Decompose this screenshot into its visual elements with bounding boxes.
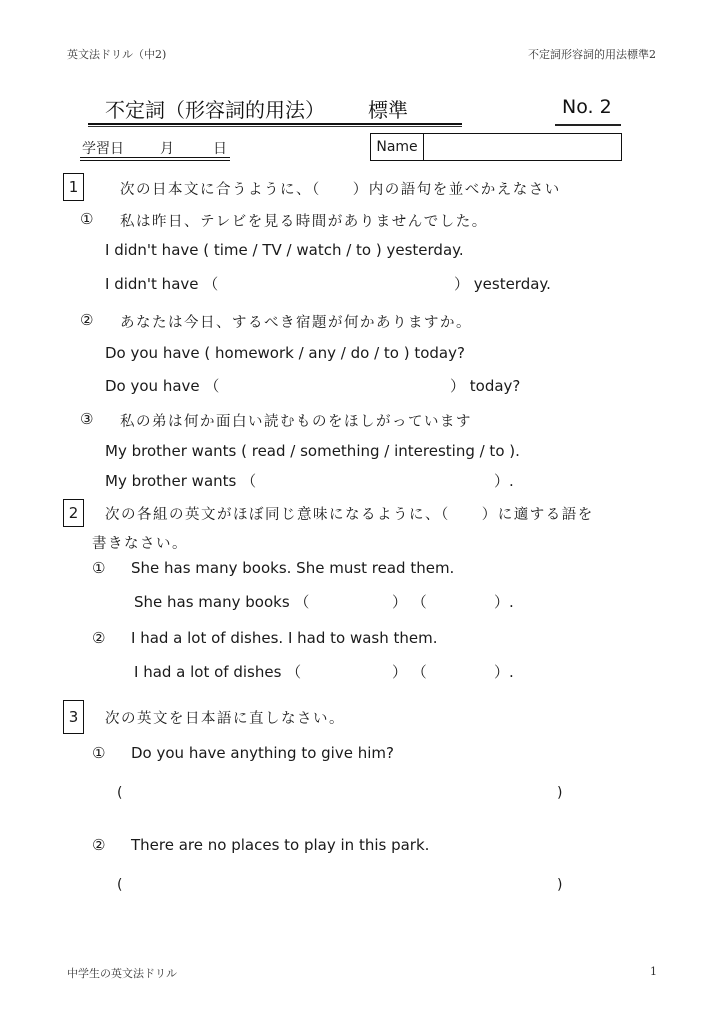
s1-q1-answer-prefix: I didn't have （ bbox=[105, 275, 219, 293]
section-1-number: 1 bbox=[63, 173, 84, 201]
page-number: 1 bbox=[650, 965, 657, 978]
s3-q1-close-paren: ) bbox=[557, 785, 563, 801]
s3-q1-marker: ① bbox=[92, 744, 106, 762]
s2-q1-answer-prefix: She has many books （ bbox=[134, 593, 310, 611]
title-underline bbox=[88, 123, 462, 127]
name-input[interactable] bbox=[424, 134, 621, 160]
running-header-right: 不定詞形容詞的用法標準2 bbox=[528, 48, 656, 61]
s1-q2-prompt: Do you have ( homework / any / do / to ) today? bbox=[105, 344, 465, 362]
s1-q2-japanese: あなたは今日、するべき宿題が何かありますか。 bbox=[120, 315, 472, 331]
s2-q2-answer-suffix: ）. bbox=[494, 663, 514, 681]
worksheet-title: 不定詞（形容詞的用法） bbox=[105, 98, 325, 122]
s3-q1-open-paren: ( bbox=[117, 785, 123, 801]
s2-q1-answer-suffix: ）. bbox=[494, 593, 514, 611]
worksheet-level: 標準 bbox=[368, 98, 408, 122]
s1-q1-japanese: 私は昨日、テレビを見る時間がありませんでした。 bbox=[120, 214, 488, 230]
s1-q2-answer-suffix: ） today? bbox=[450, 377, 521, 395]
s1-q1-answer-suffix: ） yesterday. bbox=[454, 275, 551, 293]
s1-q1-prompt: I didn't have ( time / TV / watch / to ) yesterday. bbox=[105, 241, 464, 259]
s1-q1-marker: ① bbox=[80, 210, 94, 228]
section-3-instruction: 次の英文を日本語に直しなさい。 bbox=[105, 711, 345, 727]
footer-left: 中学生の英文法ドリル bbox=[67, 967, 177, 980]
section-2-instruction-line2: 書きなさい。 bbox=[92, 536, 188, 552]
name-label: Name bbox=[371, 134, 424, 160]
running-header-left: 英文法ドリル（中2) bbox=[67, 48, 167, 61]
study-date-day: 日 bbox=[213, 141, 227, 157]
s1-q3-answer-prefix: My brother wants （ bbox=[105, 472, 257, 490]
s2-q1-original: She has many books. She must read them. bbox=[131, 559, 455, 577]
s3-q2-english: There are no places to play in this park. bbox=[131, 836, 430, 854]
number-underline bbox=[555, 124, 621, 126]
s3-q2-marker: ② bbox=[92, 836, 106, 854]
s1-q3-marker: ③ bbox=[80, 410, 94, 428]
s3-q1-english: Do you have anything to give him? bbox=[131, 744, 394, 762]
s1-q2-answer-prefix: Do you have （ bbox=[105, 377, 220, 395]
section-1-instruction: 次の日本文に合うように、（ ）内の語句を並べかえなさい bbox=[120, 182, 561, 198]
s1-q3-answer-suffix: ）. bbox=[494, 472, 514, 490]
s2-q1-blank-mid: ） （ bbox=[392, 593, 427, 611]
name-box bbox=[370, 133, 622, 161]
worksheet-number: No. 2 bbox=[562, 96, 612, 118]
s2-q2-answer-prefix: I had a lot of dishes （ bbox=[134, 663, 302, 681]
study-date-month: 月 bbox=[160, 141, 174, 157]
s1-q2-marker: ② bbox=[80, 311, 94, 329]
s2-q2-blank-mid: ） （ bbox=[392, 663, 427, 681]
section-3-number: 3 bbox=[63, 700, 84, 734]
s2-q2-original: I had a lot of dishes. I had to wash them. bbox=[131, 629, 438, 647]
s1-q3-japanese: 私の弟は何か面白い読むものをほしがっています bbox=[120, 414, 472, 430]
section-2-number: 2 bbox=[63, 499, 84, 527]
s3-q2-close-paren: ) bbox=[557, 877, 563, 893]
s3-q2-open-paren: ( bbox=[117, 877, 123, 893]
s2-q2-marker: ② bbox=[92, 629, 106, 647]
section-2-instruction-line1: 次の各組の英文がほぼ同じ意味になるように、（ ）に適する語を bbox=[105, 507, 594, 523]
study-date-underline bbox=[80, 157, 230, 161]
s2-q1-marker: ① bbox=[92, 559, 106, 577]
s1-q3-prompt: My brother wants ( read / something / interesting / to ). bbox=[105, 442, 520, 460]
study-date-label: 学習日 bbox=[82, 141, 124, 157]
